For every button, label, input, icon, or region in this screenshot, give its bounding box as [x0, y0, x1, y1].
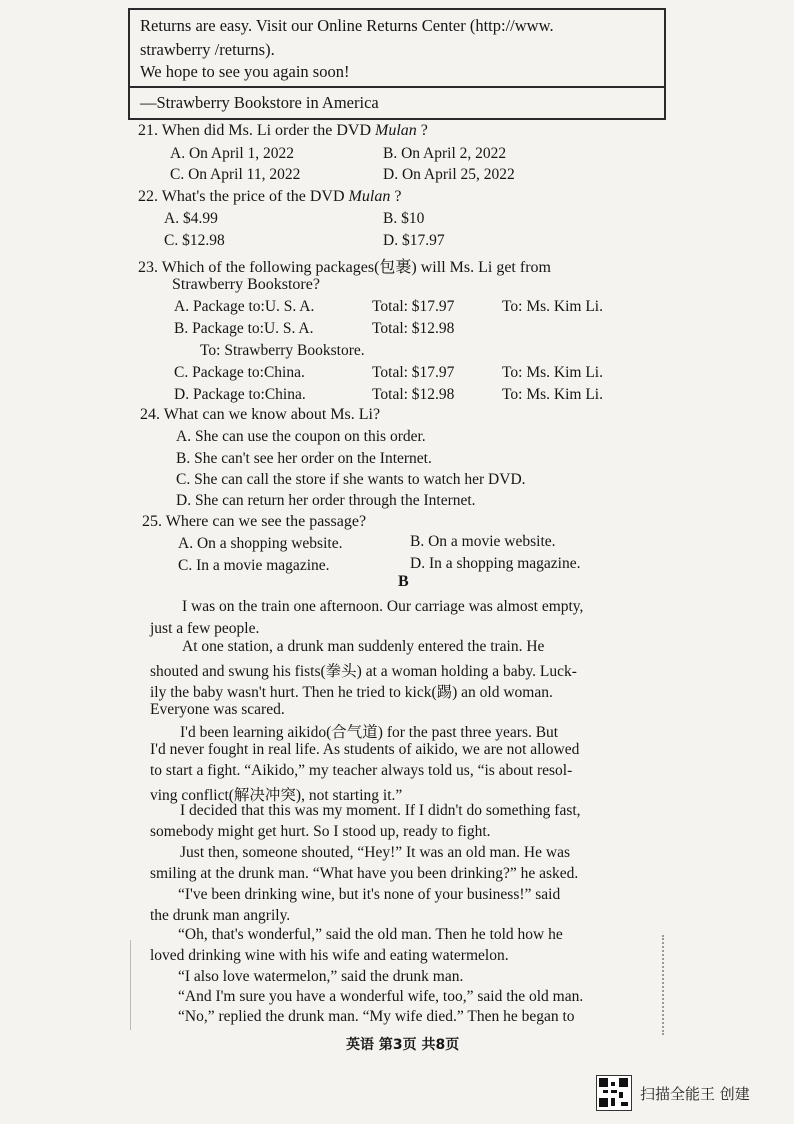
notice-line-1: Returns are easy. Visit our Online Returns Center (http://www.: [140, 16, 554, 35]
question-22: [138, 188, 401, 206]
option-23b-to: To: Strawberry Bookstore.: [200, 342, 365, 359]
option-21c: C. On April 11, 2022: [170, 166, 301, 183]
option-21b: B. On April 2, 2022: [383, 145, 507, 162]
option-24c: C. She can call the store if she wants to watch her DVD.: [176, 471, 526, 488]
passage-line: shouted and swung his fists(拳头) at a woman holding a baby. Luck-: [150, 663, 577, 680]
option-25b: B. On a movie website.: [410, 533, 556, 550]
passage-line: ily the baby wasn't hurt. Then he tried to kick(踢) an old woman.: [150, 684, 553, 701]
option-22a: A. $4.99: [164, 210, 218, 227]
passage-line: I'd been learning aikido(合气道) for the past three years. But: [180, 724, 559, 741]
question-number: 22.: [138, 188, 158, 205]
option-25c: C. In a movie magazine.: [178, 557, 330, 574]
passage-line: I was on the train one afternoon. Our carriage was almost empty,: [182, 598, 584, 615]
question-number: 25.: [142, 513, 162, 530]
section-b-heading: B: [398, 573, 409, 590]
passage-line: the drunk man angrily.: [150, 907, 291, 924]
option-25d: D. In a shopping magazine.: [410, 555, 581, 572]
question-text-end: ?: [390, 188, 402, 205]
question-number: 21.: [138, 122, 158, 139]
option-22b: B. $10: [383, 210, 425, 227]
passage-line: I decided that this was my moment. If I didn't do something fast,: [180, 802, 581, 819]
option-23a-total: Total: $17.97: [372, 298, 455, 315]
question-23: [138, 254, 551, 277]
option-22d: D. $17.97: [383, 232, 445, 249]
passage-line: somebody might get hurt. So I stood up, ready to fight.: [150, 823, 491, 840]
passage-line: ving conflict(解决冲突), not starting it.”: [150, 787, 403, 804]
option-23d-total: Total: $12.98: [372, 386, 455, 403]
notice-table: [128, 8, 666, 120]
page-footer: 英语 第3页 共8页: [346, 1037, 460, 1053]
passage-line: smiling at the drunk man. “What have you been drinking?” he asked.: [150, 865, 579, 882]
option-23c-to: To: Ms. Kim Li.: [502, 364, 603, 381]
question-21: [138, 122, 428, 140]
question-text: What's the price of the DVD: [161, 188, 349, 205]
notice-body: [130, 10, 664, 88]
passage-line: Just then, someone shouted, “Hey!” It was an old man. He was: [180, 844, 570, 861]
question-text: What can we know about Ms. Li?: [163, 406, 381, 423]
option-25a: A. On a shopping website.: [178, 535, 343, 552]
option-23a-to: To: Ms. Kim Li.: [502, 298, 603, 315]
option-23b-total: Total: $12.98: [372, 320, 455, 337]
notice-signature-row: [130, 88, 664, 118]
question-text: Where can we see the passage?: [165, 513, 367, 530]
option-23c-total: Total: $17.97: [372, 364, 455, 381]
option-23a-label: A. Package to:U. S. A.: [174, 298, 315, 315]
option-23b-label: B. Package to:U. S. A.: [174, 320, 314, 337]
question-text: Which of the following packages(包裹) will Ms. Li get from: [161, 259, 551, 276]
notice-signature: —Strawberry Bookstore in America: [140, 93, 379, 112]
passage-line: just a few people.: [150, 620, 260, 637]
option-23c-label: C. Package to:China.: [174, 364, 305, 381]
option-21a: A. On April 1, 2022: [170, 145, 294, 162]
passage-line: “No,” replied the drunk man. “My wife died.” Then he began to: [178, 1008, 575, 1025]
option-23d-to: To: Ms. Kim Li.: [502, 386, 603, 403]
passage-line: “I've been drinking wine, but it's none of your business!” said: [178, 886, 561, 903]
passage-line: “Oh, that's wonderful,” said the old man. Then he told how he: [178, 926, 563, 943]
passage-line: Everyone was scared.: [150, 701, 285, 718]
scanner-label: 扫描全能王 创建: [640, 1084, 750, 1103]
option-24a: A. She can use the coupon on this order.: [176, 428, 426, 445]
passage-line: I'd never fought in real life. As students of aikido, we are not allowed: [150, 741, 580, 758]
scanner-watermark: [596, 1075, 750, 1111]
passage-line: loved drinking wine with his wife and eating watermelon.: [150, 947, 509, 964]
option-24d: D. She can return her order through the Internet.: [176, 492, 476, 509]
margin-dotted-line: [662, 935, 664, 1035]
margin-left-line: [130, 940, 131, 1030]
qr-code-icon: [596, 1075, 632, 1111]
option-22c: C. $12.98: [164, 232, 225, 249]
passage-line: “I also love watermelon,” said the drunk man.: [178, 968, 464, 985]
question-25: [142, 513, 366, 531]
question-italic-title: Mulan: [375, 122, 417, 139]
question-number: 24.: [140, 406, 160, 423]
question-24: [140, 406, 380, 424]
notice-line-2: strawberry /returns).: [140, 40, 275, 59]
question-text-end: ?: [416, 122, 428, 139]
passage-line: At one station, a drunk man suddenly entered the train. He: [182, 638, 545, 655]
question-italic-title: Mulan: [348, 188, 391, 205]
option-24b: B. She can't see her order on the Internet.: [176, 450, 432, 467]
question-number: 23.: [138, 259, 158, 276]
question-text: When did Ms. Li order the DVD: [161, 122, 376, 139]
passage-line: “And I'm sure you have a wonderful wife, too,” said the old man.: [178, 988, 584, 1005]
option-23d-label: D. Package to:China.: [174, 386, 306, 403]
notice-line-3: We hope to see you again soon!: [140, 62, 350, 81]
passage-line: to start a fight. “Aikido,” my teacher always told us, “is about resol-: [150, 762, 573, 779]
question-23-line-2: Strawberry Bookstore?: [172, 276, 320, 293]
option-21d: D. On April 25, 2022: [383, 166, 515, 183]
